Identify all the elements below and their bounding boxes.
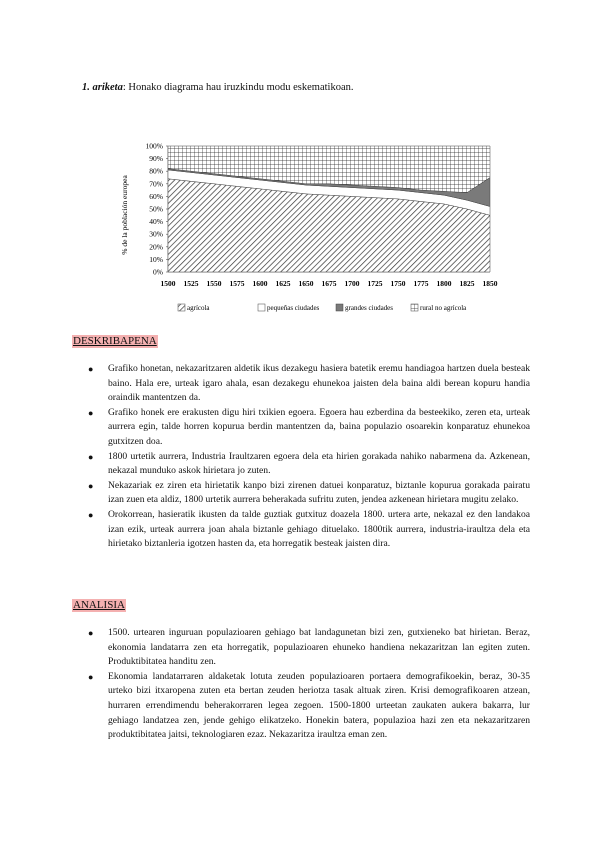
x-tick-label: 1650 — [298, 279, 314, 288]
y-tick-label: 20% — [149, 242, 163, 252]
x-tick-label: 1775 — [413, 279, 429, 288]
x-tick-label: 1575 — [229, 279, 245, 288]
x-tick-label: 1825 — [459, 279, 475, 288]
exercise-intro — [82, 82, 354, 93]
list-item — [82, 670, 530, 743]
x-tick-label: 1675 — [321, 279, 337, 288]
list-item-text: Orokorrean, hasieratik ikusten da talde guztiak gutxituz doazela 1800. urtera arte, nekazal ez den landakoa izan ezik, urteak aurrera joan ahala biztanle gehiago dituelako. 1800tik aurrera, industria-iraultza dela eta hirietako biztanleria igotzen hasten da, eta horregatik besteak jaisten dira. — [108, 508, 530, 550]
x-tick-label: 1525 — [183, 279, 199, 288]
legend-swatch — [178, 304, 185, 311]
section-heading-deskribapena: DESKRIBAPENA — [73, 335, 157, 347]
bullet-icon: ● — [88, 671, 94, 682]
bullet-icon: ● — [88, 628, 94, 638]
section-heading-analisia: ANALISIA — [73, 599, 125, 611]
legend-swatch — [258, 304, 265, 311]
legend-swatch — [411, 304, 418, 311]
legend-label: agrícola — [187, 304, 210, 312]
y-tick-label: 70% — [149, 179, 163, 189]
list-item-text: 1500. urtearen inguruan populazioaren gehiago bat landagunetan bizi zen, gutxieneko bat hirietan. Beraz, ekonomia landatarra zen eta horregatik, populazioaren ehuneko handiena nekazaritzan lan egiten zuten. Produktibitatea handitu zen. — [108, 627, 530, 668]
y-axis-label: % de la población europea — [120, 175, 129, 255]
y-tick-label: 60% — [149, 191, 163, 201]
list-item — [82, 626, 530, 670]
legend-label: grandes ciudades — [345, 304, 394, 312]
population-chart — [118, 140, 508, 320]
x-tick-label: 1725 — [367, 279, 383, 288]
legend-label: rural no agrícola — [420, 304, 467, 312]
list-item-text: Ekonomia landatarraren aldaketak lotuta zeuden populazioaren portaera demografikoekin, beraz, 30-35 urteko bizi itxaropena zuten eta bertan zeuden heriotza tasak altuak ziren. Krisi demografikoaren atzean, hurraren errendimendu beherakorraren legea zegoen. 1500-1800 urteetan zaukaten aukera bakarra, lur gehiago landatzea zen, jende gehigo elikatzeko. Honekin batera, populazioa hazi zen eta nekazaritzaren produktibitatea jaitsi, teknologiaren ezaz. Nekazaritza iraultza eman zen. — [108, 670, 530, 741]
legend-swatch — [336, 304, 343, 311]
y-tick-label: 100% — [145, 141, 163, 151]
y-tick-label: 50% — [149, 204, 163, 214]
y-tick-label: 0% — [153, 267, 163, 277]
y-tick-label: 90% — [149, 154, 163, 164]
x-tick-label: 1500 — [160, 279, 176, 288]
bullet-icon: ● — [88, 407, 94, 418]
y-tick-label: 80% — [149, 166, 163, 176]
y-tick-label: 10% — [149, 254, 163, 264]
y-tick-label: 40% — [149, 217, 163, 227]
analisia-list — [82, 626, 530, 743]
x-tick-label: 1800 — [436, 279, 452, 288]
list-item-text: Grafiko honek ere erakusten digu hiri txikien egoera. Egoera hau ezberdina da besteekiko, zeren eta, urteak aurrera egin, talde horren kopurua berdin mantentzen da, baina populazio osoarekin konparatuz ehunekoa gutxitzen doa. — [108, 406, 530, 447]
list-item-text: 1800 urtetik aurrera, Industria Iraultzaren egoera dela eta hirien gorakada nahiko nabarmena da. Azkenean, nekazal munduko askok hirietara jo zuten. — [108, 450, 530, 477]
bullet-icon: ● — [88, 509, 94, 520]
x-tick-label: 1700 — [344, 279, 360, 288]
x-tick-label: 1600 — [252, 279, 268, 288]
y-tick-label: 30% — [149, 229, 163, 239]
bullet-icon: ● — [88, 451, 94, 462]
deskribapena-list — [82, 362, 530, 552]
list-item — [82, 406, 530, 450]
list-item — [82, 479, 530, 508]
exercise-label: 1. ariketa — [82, 82, 123, 93]
list-item-text: Nekazariak ez ziren eta hirietatik kanpo bizi zirenen datuei konparatuz, biztanle kopurua gorakada pairatu izan zuen eta aldiz, 1800 urtetik aurrera beherakada sufritu zuten, jendea azkenean hirietara mugitu zelako. — [108, 479, 530, 506]
list-item — [82, 508, 530, 552]
legend-label: pequeñas ciudades — [267, 304, 320, 312]
x-tick-label: 1625 — [275, 279, 291, 288]
list-item-text: Grafiko honetan, nekazaritzaren aldetik ikus dezakegu hasiera batetik eremu handiagoa hartzen duela besteak baino. Hala ere, urteak igaro ahala, esan dezakegu ehunekoa jaisten dela baina aldi berean kopuru handia oraindik mantentzen da. — [108, 363, 530, 404]
x-tick-label: 1750 — [390, 279, 406, 288]
bullet-icon: ● — [88, 364, 94, 374]
bullet-icon: ● — [88, 480, 94, 491]
list-item — [82, 362, 530, 406]
exercise-text: : Honako diagrama hau iruzkindu modu eskematikoan. — [122, 82, 354, 93]
x-tick-label: 1550 — [206, 279, 222, 288]
list-item — [82, 450, 530, 479]
x-tick-label: 1850 — [482, 279, 498, 288]
